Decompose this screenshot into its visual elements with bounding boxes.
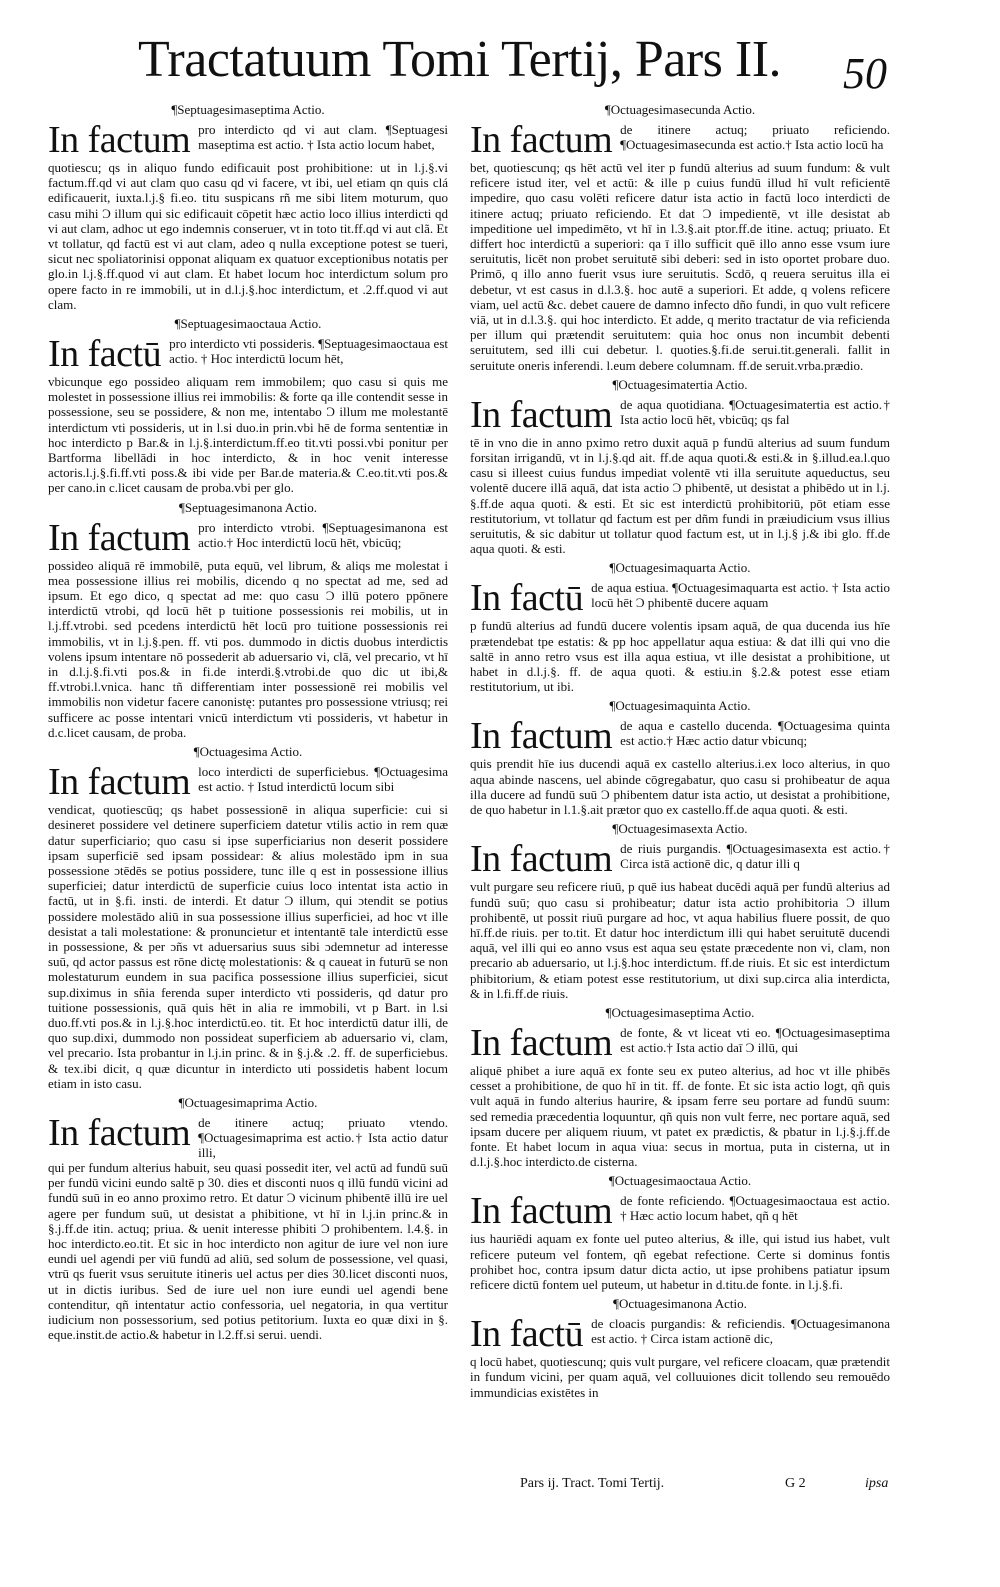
lead-display-words: In factum	[470, 1021, 613, 1064]
section-heading: ¶Octuagesimaquarta Actio.	[609, 560, 751, 576]
actio-entry	[470, 102, 890, 373]
body-paragraph: p fundū alterius ad fundū ducere volentis ipsam aquā, de qua ducenda ius hīe prætendebat tpe estatis: & pp hoc appellatur aqua estiua: & dat illi qui vno die saltē in anno retro vsus est illa aqua estiua, vt ille desistat a prohibitione, ut habet in d.l.j.§. ff. de aqua quoti. & estiu.in §.2.& potest esse etiam restitutorium, ut ibi.	[470, 618, 890, 695]
lead-line	[48, 518, 448, 558]
body-paragraph: quotiescu; qs in aliquo fundo edificauit post prohibitione: ut in l.j.§.vi factum.ff.qd vi aut clam quo casu qd vi facere, vt ibi, uel etiam qn quis clá edificauerit, iuxta.l.j.§ fi.eo. titu suspicans rñ me sibi litem moturum, quo casu mihi Ɔ illum qui sic edificauit cōpetit hæc actio loco illius interdicti qd vi aut clam, adhoc ut ego indemnis conseruer, vt in toto tit.ff.qd vi aut clã. Et vt tollatur, qd factū est vi aut clam, adeo q nulla exceptione potest se tueri, sicut nec spoliatorinisi opponat aliquam ex quatuor exceptionibus notatis per glo.in l.j.§.ff.quod vi aut clam. Et habet locum hoc interdictum solum pro opere facto in re immobili, ut in d.l.j.§.hoc interdictum, et .2.ff.quod vi aut clam.	[48, 160, 448, 312]
lead-display-words: In factū	[470, 577, 584, 620]
lead-display-words: In factum	[470, 393, 613, 436]
body-paragraph: vult purgare seu reficere riuū, p quē ius habeat ducēdi aquā per fundū alterius ad fundū suū; quo casu si prohibeatur; datur ista actio prohibitoria Ɔ illum prohibentē, ut possit riuū purgare ad hoc, vt aqua habilius fluere possit, de quo hī.ff.de riuis. per to.tit. Et datur hoc interdictum illi qui habet seruitutē ducendi aquā, vel illi qui eo anno vsus est aqua seu ęstate præcedente non vi, clam, non precario ab aduersario, ut l.j.§.hoc interdictum. ff.de riuis. Et sic est interdictum phibitorium, & etiam potest esse restitutorium, ut dixi sup.circa alia interdicta, & in l.fi.ff.de riuis.	[470, 879, 890, 1001]
actio-entry	[48, 744, 448, 1091]
lead-text: pro interdicto vtrobi. ¶Septuagesimanona est actio.† Hoc interdictū locū hēt, vbicūq;	[198, 519, 448, 550]
actio-entry	[48, 500, 448, 740]
actio-entry	[48, 1095, 448, 1342]
lead-text: pro interdicto vti possideris. ¶Septuagesimaoctaua est actio. † Hoc interdictū locum hēt,	[169, 336, 448, 367]
lead-display-words: In factum	[470, 119, 613, 161]
actio-entry	[470, 1005, 890, 1169]
section-heading: ¶Octuagesimatertia Actio.	[612, 376, 748, 392]
lead-line	[470, 1191, 890, 1231]
lead-line	[470, 120, 890, 160]
left-column	[48, 100, 448, 1500]
section-heading: ¶Octuagesimaquinta Actio.	[609, 698, 751, 714]
actio-entry	[470, 821, 890, 1001]
lead-text: de aqua estiua. ¶Octuagesimaquarta est actio. † Ista actio locū hēt Ɔ phibentē ducere aquam	[591, 580, 890, 611]
footer-catchword: ipsa	[865, 1476, 889, 1491]
actio-entry	[470, 560, 890, 694]
body-paragraph: possideo aliquā rē immobilē, puta equū, vel librum, & aliqs me molestat i mea possessione illius rei mobilis, dicendo q no spectat ad me, sed ad ipsum. Et ego dico, q spectat ad me: quo casu Ɔ illū potero ppōnere interdictū vtrobi, qd locū hēt p tuitione possessionis rei mobilis, ut in l.j.ff.vtrobi. sed pcedens interdictū hēt locū pro tuitione possessionis rei immobilis, vt in l.j.§.pen. ff. vti pos. dummodo in dictis duobus interdictis volens ipsum intentare nō possederit ab aduersario vi, clā, vel precario, vt hī in d.l.j.§.fi.vti pos.& in fi.de interdi.§.vtrobi.de quo dic ut ibi,& ff.vtrobi.l.vnica. hanc tñ differentiam inter possessionē rei mobilis vel immobilis non videtur facere canonistę: putantes pro possessione vtriusq; rei sufficere ac posse intentari vnicū interdictum vti possideris, vt habetur in d.c.licet causam, de proba.	[48, 557, 448, 740]
footer-signature-mark: G 2	[785, 1476, 806, 1491]
running-title: Tractatuum Tomi Tertij, Pars II.	[138, 31, 782, 88]
lead-line	[470, 716, 890, 756]
body-paragraph: quis prendit hīe ius ducendi aquā ex castello alterius.i.ex loco alterius, in quo aqua abinde nascens, uel abinde cōgregabatur, quo casu si prohibeatur de aqua illa ducere ad fundū suū Ɔ phibentem datur ista actio, ut desistat a prohibitione, de quo habetur in l.1.§.ait prætor quo ex castello.ff.de aqua quoti. & esti.	[470, 756, 890, 818]
actio-entry	[470, 1173, 890, 1292]
lead-line	[48, 334, 448, 374]
lead-line	[470, 839, 890, 879]
lead-text: de fonte, & vt liceat vti eo. ¶Octuagesimaseptima est actio.† Ista actio daī Ɔ illū, qui	[620, 1024, 890, 1055]
lead-text: de fonte reficiendo. ¶Octuagesimaoctaua est actio. † Hæc actio locum habet, qñ q hēt	[620, 1193, 890, 1224]
body-paragraph: bet, quotiescunq; qs hēt actū vel iter p fundū alterius ad suum fundum: & vult reficere istud iter, vel et actū: & ille p cuius fundū illud hī vult reficientē impedire, quo casu volēti reficere datur ista actio in factū loco interdicti de itinere actuq; priuato reficiendo. Et dat Ɔ impedientē, vt ille desistat ab impeditione uel impedimēto, vt hī in l.3.§.ait ptor.ff.de itine. actuq; priuato. Et differt hoc interdictū a superiori: qa ī illo sufficit quē illo anno esse vsum iure seruitutis, licēt non probet seruitutē sibi deberi: sed in isto oportet probare duo. Primō, q illo anno fuerit vsus iure seruitutis. Scdō, q reuera seruitus illa ei debetur, vt est casus in d.l.3.§. hoc autē a superiori. Et adde, q volens reficere viam, uel actū &c. debet cauere de damno infecto dño fundi, in quo vult reficere viā, ut in d.l.3.§. qui hoc interdicto. Et adde, q merito tractatur de via reficienda per illum qui prætendit seruitutem: quia hoc onus non incumbit debenti seruitutem, sed illi cui debetur. l. quoties.§.fi.de serui.tit.generali. fallit in seruitute oneris inferendi. l.eum debere columnam. ff.de seruit.vrba.prædio.	[470, 160, 890, 373]
lead-text: de itinere actuq; priuato vtendo. ¶Octuagesimaprima est actio.† Ista actio datur illi,	[198, 1114, 448, 1160]
actio-entry	[470, 1296, 890, 1400]
section-heading: ¶Octuagesimaseptima Actio.	[605, 1004, 755, 1020]
lead-text: de aqua e castello ducenda. ¶Octuagesima quinta est actio.† Hæc actio datur vbicunq;	[620, 718, 890, 749]
lead-display-words: In factum	[470, 1190, 613, 1233]
section-heading: ¶Octuagesimaprima Actio.	[178, 1094, 318, 1110]
lead-display-words: In factum	[48, 516, 191, 559]
body-paragraph: vbicunque ego possideo aliquam rem immobilem; quo casu si quis me molestet in possessione illius rei immobilis: & forte qa ille contendit sesse in possessione, seu se possidere, & non me, intentabo Ɔ illum me molestantē interdictum vti possideris, ut in l.si duo.in prin.vbi hē de forma sententiæ in hoc interdicto p Bar.& in l.j.§.interdictum.ff.eo tit.vti possi.vbi ponitur per Bartforma libellādi in hoc interdicto, & in hoc venit interesse actoris.l.j.§.fi.ff.vti poss.& ibi vide per Bar.de materia.& C.eo.tit.vti pos.& per cano.in c.licet causam de proba.vbi per glo.	[48, 374, 448, 496]
lead-text: de cloacis purgandis: & reficiendis. ¶Octuagesimanona est actio. † Circa istam actionē dic,	[591, 1316, 890, 1347]
footer-signature-line: Pars ij. Tract. Tomi Tertij.	[520, 1476, 665, 1491]
section-heading: ¶Octuagesimasexta Actio.	[612, 821, 748, 837]
body-paragraph: ius hauriēdi aquam ex fonte uel puteo alterius, & ille, qui istud ius habet, vult reficere puteum vel fontem, qñ egebat refectione. Certe si dominus fontis prohibet hoc, contra ipsum datur dicta actio, ut ipse prohibens patiatur ipsum reficere dictū fontem uel puteum, ut habetur in d.titu.de fonte. in l.j.§.fi.	[470, 1231, 890, 1292]
lead-line	[48, 762, 448, 802]
lead-display-words: In factum	[48, 1111, 191, 1154]
lead-text: de itinere actuq; priuato reficiendo. ¶Octuagesimasecunda est actio.† Ista actio locū ha	[620, 122, 890, 152]
lead-line	[470, 578, 890, 618]
lead-line	[470, 1023, 890, 1063]
right-column	[470, 100, 890, 1500]
body-paragraph: qui per fundum alterius habuit, seu quasi possedit iter, vel actū ad fundū suū per fundū vicini eundo saltē p 30. dies et disconti nuos q illū fundū vicini ad fundū suū in eo anno proximo retro. Et datur Ɔ vicinum phibentē illū ire uel agere per fundum suū, ut desistat a phibitione, vt hī in l.j.in princ.& in §.j.ff.de itin. actuq; priua. & uenit interesse phibiti Ɔ prohibentem. l.4.§. in hoc interdicto.eo.tit. Et sic in hoc interdicto non agitur de iure vel non iure eundi uel agendi per viū fundū ad aliū, sed solum de possessione, vel quasi, vtrū qs fuerit vsus seruitute itineris uel actus per dies 30.licet disconti nuos, ut in dictis iuribus. Sed de iure uel non iure eundi uel agendi bene contenditur, qñ intentatur actio confessoria, uel negatoria, in qua vertitur iudicium non possessorium, sed potius petitorium. Iuxta eo quæ dixi in §. eque.instit.de actio.& habetur in l.2.ff.si serui. uendi.	[48, 1159, 448, 1343]
lead-display-words: In factum	[470, 715, 613, 758]
section-heading: ¶Octuagesimaoctaua Actio.	[608, 1173, 752, 1189]
section-heading: ¶Octuagesimanona Actio.	[613, 1296, 747, 1312]
section-heading: ¶Septuagesimaoctaua Actio.	[174, 316, 322, 332]
body-paragraph: vendicat, quotiescūq; qs habet possessionē in aliqua superficie: cui si desineret possidere vel detinere superficiem datetur vtilis actio in rem quæ datur superficiario; quo casu si ipse superficiarius non deserit possidere ipsam superficiē sed ipsam possidear: & alius molestādo ipm in sua possessione ɔtēdēs se potius possidere, tunc ille q est in possessione illius superficiei; datur interdictū de superficie cuius loco intentat ista actio in factū, ut in §.fi. insti. de interdi. Et datur Ɔ illum, qui ɔtendit se potius possidere molestādo aliū in sua possessione illius superficiei, ad hoc vt ille desistat a tali molestatione: & pronuncietur et intentantē tale interdictū esse in possessione, & per ɔñs vt aduersarius suus sibi ɔdemnetur ad interesse suū, qd actor passus est rōne dictę molestationis: & q caueat in futurū se non molestaturum eundem in sua pacifica possessione illius superficiei, sicut sup.diximus in sñia ferenda super interdicto vti possideris, qd datur pro tuitione possessionis, quā quis hēt in alia re immobili, vt p Bart. in l.si duo.ff.vti pos.& in l.j.§.hoc interdictū.eo. tit. Et hoc interdictū datur illi, de quo sup.dixi, dummodo non possideat superficiem ab aduersario vi, clam, vel precario. Ista probantur in l.j.in princ. & in §.j.& .2. ff. de superficiebus. & tex.ibi dicit, q quæ dicuntur in interdicto uti possidetis habent locum etiam in isto casu.	[48, 802, 448, 1091]
folio-number: 50	[843, 49, 887, 98]
lead-display-words: In factum	[470, 838, 613, 881]
lead-text: loco interdicti de superficiebus. ¶Octuagesima est actio. † Istud interdictū locum sibi	[198, 764, 448, 795]
actio-entry	[48, 316, 448, 496]
lead-text: pro interdicto qd vi aut clam. ¶Septuagesi maseptima est actio. † Ista actio locum habet,	[198, 122, 448, 152]
body-paragraph: aliquē phibet a iure aquā ex fonte seu ex puteo alterius, ad hoc vt ille phibēs cesset a prohibitione, de quo hī in tit. ff. de fonte. Et sic ista actio logt, qñ quis vult aquā in fundo alterius haurire, & ipsam ferre seu portare ad fundū suum: sed remedia præcedentia loquuntur, qñ quis non vult ferre, nec portare aquā, sed ipsam ducere per aliquem riuum, vt patet ex prædictis, & pbatur in l.j.§.j.ff.de fonte. Et habet locum in aqua viua: secus in mortua, puta in cisterna, ut in d.l.j.§.hoc interdicto.de cisterna.	[470, 1062, 890, 1170]
actio-entry	[470, 698, 890, 817]
body-paragraph: tē in vno die in anno pximo retro duxit aquā p fundū alterius ad suum fundum forsitan irrigandū, vt in l.j.§.qd ait. ff.de aqua quoti.& esti.& in §.illud.ea.l.quo casu si illeest cuius fundus impediat volentē vti illa seruitute aqueductus, seu volentē ducere illā aquā, dat ista actio Ɔ phibentē, ut desistat a phibēdo ut in l.j. §.ff.de aqua quoti. & esti. Et sic est interdictū prohibitoriū, pōt etiam esse restitutorium, vt tollatur qd factum est per dñm fundi in præiudicium vsus illius seruitutis, & sic dabitur ut tollatur quod factum est, ut in l.j.§ j.& ibi glo. ff.de aqua quoti. & esti.	[470, 434, 890, 557]
lead-line	[470, 395, 890, 435]
lead-display-words: In factum	[48, 119, 191, 161]
lead-line	[48, 120, 448, 160]
lead-text: de aqua quotidiana. ¶Octuagesimatertia est actio.† Ista actio locū hēt, vbicūq; qs fal	[620, 396, 890, 427]
section-heading: ¶Septuagesimanona Actio.	[178, 499, 318, 515]
body-paragraph: q locū habet, quotiescunq; quis vult purgare, vel reficere cloacam, quæ prætendit in fundum vicini, per quam aquā, vel colluuiones dicit tollendo seu remouēdo immundicias existētes in	[470, 1354, 890, 1400]
lead-display-words: In factū	[48, 333, 162, 376]
section-heading: ¶Septuagesimaseptima Actio.	[171, 102, 325, 117]
lead-text: de riuis purgandis. ¶Octuagesimasexta est actio.† Circa istā actionē dic, q datur illi q	[620, 841, 890, 872]
lead-line	[48, 1113, 448, 1160]
section-heading: ¶Octuagesimasecunda Actio.	[604, 102, 756, 117]
lead-display-words: In factū	[470, 1313, 584, 1356]
lead-display-words: In factum	[48, 761, 191, 804]
actio-entry	[470, 377, 890, 557]
actio-entry	[48, 102, 448, 312]
section-heading: ¶Octuagesima Actio.	[193, 744, 303, 760]
lead-line	[470, 1314, 890, 1354]
